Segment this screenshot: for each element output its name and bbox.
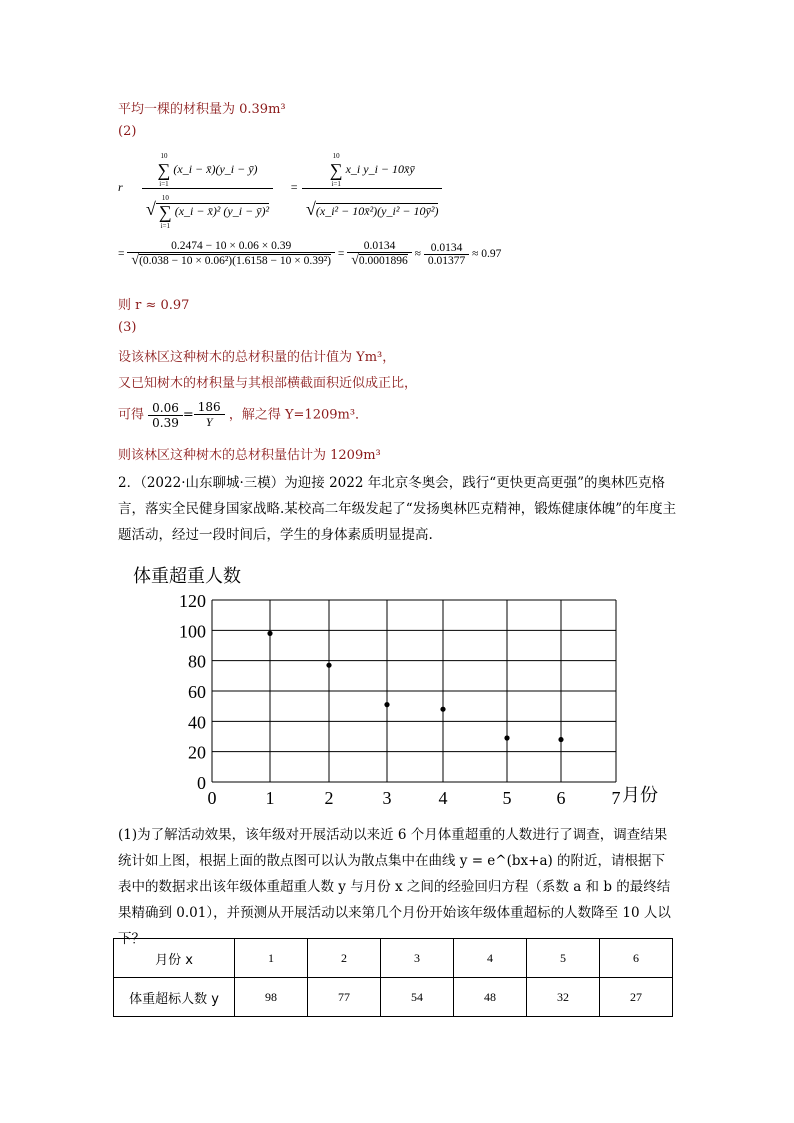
r-den2: (x_i² − 10x̄²)(y_i² − 10ȳ²) <box>315 204 439 218</box>
y-tick-label: 100 <box>179 621 206 642</box>
x-tick-label: 5 <box>502 788 512 808</box>
x-tick-label: 7 <box>611 788 621 808</box>
table-cell: 1 <box>235 939 308 978</box>
y-tick-label: 0 <box>197 773 206 793</box>
data-point <box>384 702 389 707</box>
equals-sign: = <box>290 180 299 194</box>
r-fraction-2: 10 ∑ i=1 x_i y_i − 10x̄ȳ √(x_i² − 10x̄²)(y_i² − 10ȳ²) <box>302 150 442 229</box>
data-point <box>267 631 272 636</box>
table-cell: 5 <box>527 939 600 978</box>
r-calculation: = $\frac{0.2474 - 10 \times 0.06 \times 0.39}{\text{√(0.038 − 10 × 0.06²)(1.6158 − 10 × 0.39²)}}$ = $\frac{0.0134}{√0.0001896}$ ≈ $\frac{0.0134}{0.01377}$ ≈ 0.97 <box>118 240 502 268</box>
data-point <box>326 663 331 668</box>
data-point <box>440 707 445 712</box>
part3-line-3: 可得 $\frac{0.06}{0.39}$ = $\frac{186}{Y}$ ，解之得 Y=1209m³． <box>118 400 369 430</box>
part3-line-4: 则该林区这种树木的总材积量估计为 1209m³ <box>118 448 381 463</box>
table-cell: 32 <box>527 978 600 1017</box>
r-num1: (x_i − x̄)(y_i − ȳ) <box>173 162 258 176</box>
x-tick-label: 4 <box>438 788 448 808</box>
table-row <box>114 978 673 1017</box>
table-header-month: 月份 x <box>114 939 235 978</box>
table-cell: 6 <box>600 939 673 978</box>
calc-numerator: 0.2474 − 10 × 0.06 × 0.39 <box>127 240 335 253</box>
p3-f2-den: Y <box>205 415 213 429</box>
table-cell: 27 <box>600 978 673 1017</box>
p3-f1-den: 0.39 <box>152 415 179 430</box>
part3-label: (3) <box>118 320 137 335</box>
problem2-text: 2．（2022·山东聊城·三模）为迎接 2022 年北京冬奥会，践行“更快更高更强”的奥林匹克格言，落实全民健身国家战略.某校高二年级发起了“发扬奥林匹克精神，锻炼健康体魄”的年度主题活动，经过一段时间后，学生的身体素质明显提高. <box>118 475 677 543</box>
y-tick-label: 40 <box>188 712 206 733</box>
p3-f1-num: 0.06 <box>148 401 183 416</box>
table-cell: 2 <box>308 939 381 978</box>
calc-f3-num: 0.0134 <box>424 242 469 255</box>
table-cell: 77 <box>308 978 381 1017</box>
scatter-chart <box>0 560 794 820</box>
y-tick-label: 80 <box>188 651 206 672</box>
r-den1: (x_i − x̄)² (y_i − ȳ)² <box>174 204 270 218</box>
table-row <box>114 939 673 978</box>
x-tick-label: 2 <box>324 788 334 808</box>
r-formula <box>118 150 498 230</box>
calc-f3-den: 0.01377 <box>427 255 466 267</box>
table-cell: 98 <box>235 978 308 1017</box>
r-symbol: r <box>118 180 123 194</box>
chart-xlabel: 月份 <box>622 785 658 806</box>
p3-f2-num: 186 <box>194 400 225 415</box>
x-tick-label: 6 <box>556 788 566 808</box>
data-point <box>558 737 563 742</box>
part3-line-2: 又已知树木的材积量与其根部横截面积近似成正比， <box>118 376 418 391</box>
table-cell: 4 <box>454 939 527 978</box>
r-result: 则 r ≈ 0.97 <box>118 298 190 313</box>
y-tick-label: 20 <box>188 742 206 763</box>
calc-denominator: (0.038 − 10 × 0.06²)(1.6158 − 10 × 0.39²) <box>139 255 331 267</box>
part3-line-1: 设该林区这种树木的总材积量的估计值为 Ym³， <box>118 350 396 365</box>
data-point <box>504 735 509 740</box>
chart-title: 体重超重人数 <box>133 566 241 587</box>
x-tick-label: 1 <box>265 788 275 808</box>
table-header-count: 体重超标人数 y <box>114 978 235 1017</box>
calc-f2-den: 0.0001896 <box>358 255 408 267</box>
part2-label: (2) <box>118 124 137 139</box>
data-table <box>113 938 673 1017</box>
x-tick-label: 3 <box>382 788 392 808</box>
x-tick-label: 0 <box>207 788 217 808</box>
calc-f2-num: 0.0134 <box>347 240 412 253</box>
question-text: (1)为了解活动效果，该年级对开展活动以来近 6 个月体重超重的人数进行了调查，调查结果统计如上图，根据上面的散点图可以认为散点集中在曲线 y = e^(bx+a) 的附近，请根据下表中的数据求出该年级体重超重人数 y 与月份 x 之间的经验回归方程（系数 a 和 b 的最终结果精确到 0.01），并预测从开展活动以来第几个月份开始该年级体重超标的人数降至 10 人以下？ <box>118 827 671 947</box>
table-cell: 3 <box>381 939 454 978</box>
r-fraction-1: 10 ∑ i=1 (x_i − x̄)(y_i − ȳ) √ 10 ∑ i=1 (x_i − x̄)² (y_i − ȳ)² <box>142 150 273 229</box>
y-tick-label: 60 <box>188 682 206 702</box>
table-cell: 54 <box>381 978 454 1017</box>
solution-line-1: 平均一棵的材积量为 0.39m³ <box>118 102 286 117</box>
calc-result: ≈ 0.97 <box>472 248 502 261</box>
r-num2: x_i y_i − 10x̄ȳ <box>345 162 415 176</box>
table-cell: 48 <box>454 978 527 1017</box>
y-tick-label: 120 <box>179 591 206 611</box>
